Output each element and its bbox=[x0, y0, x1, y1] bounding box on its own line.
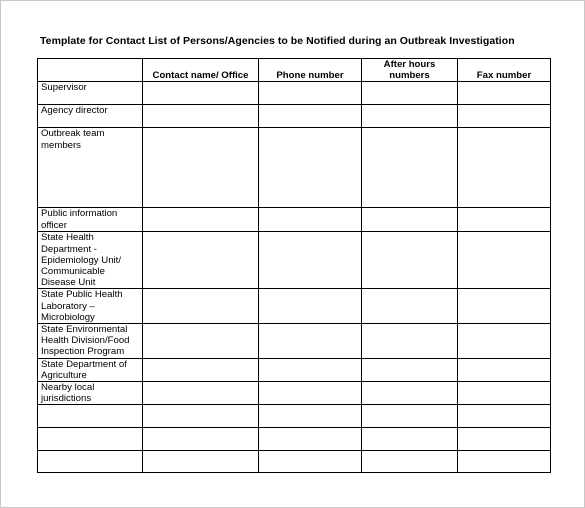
row-label-state-public-health-lab: State Public Health Laboratory – Microbiology bbox=[38, 289, 143, 324]
row-label-public-information: Public information officer bbox=[38, 208, 143, 232]
cell-after-hours[interactable] bbox=[362, 208, 458, 232]
cell-fax-number[interactable] bbox=[458, 451, 551, 473]
cell-after-hours[interactable] bbox=[362, 405, 458, 428]
cell-contact-name[interactable] bbox=[143, 128, 259, 208]
cell-phone-number[interactable] bbox=[259, 105, 362, 128]
header-cell-contact-name: Contact name/ Office bbox=[143, 59, 259, 82]
cell-fax-number[interactable] bbox=[458, 358, 551, 381]
row-label-blank[interactable] bbox=[38, 428, 143, 451]
cell-phone-number[interactable] bbox=[259, 128, 362, 208]
table-row bbox=[38, 105, 551, 128]
row-label-outbreak-team: Outbreak team members bbox=[38, 128, 143, 208]
cell-after-hours[interactable] bbox=[362, 82, 458, 105]
row-label-state-agriculture: State Department of Agriculture bbox=[38, 358, 143, 381]
cell-phone-number[interactable] bbox=[259, 428, 362, 451]
cell-fax-number[interactable] bbox=[458, 232, 551, 289]
table-row bbox=[38, 289, 551, 324]
cell-after-hours[interactable] bbox=[362, 289, 458, 324]
cell-contact-name[interactable] bbox=[143, 232, 259, 289]
table-row bbox=[38, 358, 551, 381]
cell-phone-number[interactable] bbox=[259, 358, 362, 381]
table-row bbox=[38, 324, 551, 359]
cell-after-hours[interactable] bbox=[362, 232, 458, 289]
cell-phone-number[interactable] bbox=[259, 324, 362, 359]
row-label-supervisor: Supervisor bbox=[38, 82, 143, 105]
table-row bbox=[38, 232, 551, 289]
cell-phone-number[interactable] bbox=[259, 208, 362, 232]
cell-fax-number[interactable] bbox=[458, 428, 551, 451]
cell-fax-number[interactable] bbox=[458, 128, 551, 208]
cell-contact-name[interactable] bbox=[143, 324, 259, 359]
cell-contact-name[interactable] bbox=[143, 358, 259, 381]
cell-phone-number[interactable] bbox=[259, 289, 362, 324]
cell-after-hours[interactable] bbox=[362, 382, 458, 405]
cell-contact-name[interactable] bbox=[143, 382, 259, 405]
cell-after-hours[interactable] bbox=[362, 324, 458, 359]
cell-phone-number[interactable] bbox=[259, 232, 362, 289]
cell-fax-number[interactable] bbox=[458, 105, 551, 128]
header-cell-category bbox=[38, 59, 143, 82]
cell-phone-number[interactable] bbox=[259, 451, 362, 473]
cell-after-hours[interactable] bbox=[362, 451, 458, 473]
cell-contact-name[interactable] bbox=[143, 289, 259, 324]
cell-after-hours[interactable] bbox=[362, 358, 458, 381]
cell-after-hours[interactable] bbox=[362, 128, 458, 208]
cell-after-hours[interactable] bbox=[362, 428, 458, 451]
cell-fax-number[interactable] bbox=[458, 208, 551, 232]
row-label-agency-director: Agency director bbox=[38, 105, 143, 128]
row-label-nearby-jurisdictions: Nearby local jurisdictions bbox=[38, 382, 143, 405]
document-title: Template for Contact List of Persons/Agencies to be Notified during an Outbreak Investigation bbox=[40, 35, 515, 47]
cell-contact-name[interactable] bbox=[143, 82, 259, 105]
cell-phone-number[interactable] bbox=[259, 382, 362, 405]
table-row bbox=[38, 428, 551, 451]
cell-fax-number[interactable] bbox=[458, 289, 551, 324]
table-row bbox=[38, 382, 551, 405]
table-row bbox=[38, 405, 551, 428]
row-label-blank[interactable] bbox=[38, 405, 143, 428]
contact-list-table bbox=[37, 58, 551, 473]
cell-after-hours[interactable] bbox=[362, 105, 458, 128]
cell-contact-name[interactable] bbox=[143, 428, 259, 451]
cell-contact-name[interactable] bbox=[143, 105, 259, 128]
cell-contact-name[interactable] bbox=[143, 451, 259, 473]
table-row bbox=[38, 128, 551, 208]
row-label-state-environmental-health: State Environmental Health Division/Food Inspection Program bbox=[38, 324, 143, 359]
header-cell-phone-number: Phone number bbox=[259, 59, 362, 82]
table-row bbox=[38, 208, 551, 232]
table-row bbox=[38, 451, 551, 473]
header-cell-after-hours: After hours numbers bbox=[362, 59, 458, 82]
cell-contact-name[interactable] bbox=[143, 208, 259, 232]
header-row bbox=[38, 59, 551, 82]
cell-fax-number[interactable] bbox=[458, 82, 551, 105]
cell-fax-number[interactable] bbox=[458, 382, 551, 405]
cell-fax-number[interactable] bbox=[458, 324, 551, 359]
cell-contact-name[interactable] bbox=[143, 405, 259, 428]
cell-phone-number[interactable] bbox=[259, 405, 362, 428]
header-cell-fax-number: Fax number bbox=[458, 59, 551, 82]
cell-phone-number[interactable] bbox=[259, 82, 362, 105]
cell-fax-number[interactable] bbox=[458, 405, 551, 428]
table-row bbox=[38, 82, 551, 105]
row-label-blank[interactable] bbox=[38, 451, 143, 473]
row-label-state-health-department: State Health Department - Epidemiology Unit/ Communicable Disease Unit bbox=[38, 232, 143, 289]
